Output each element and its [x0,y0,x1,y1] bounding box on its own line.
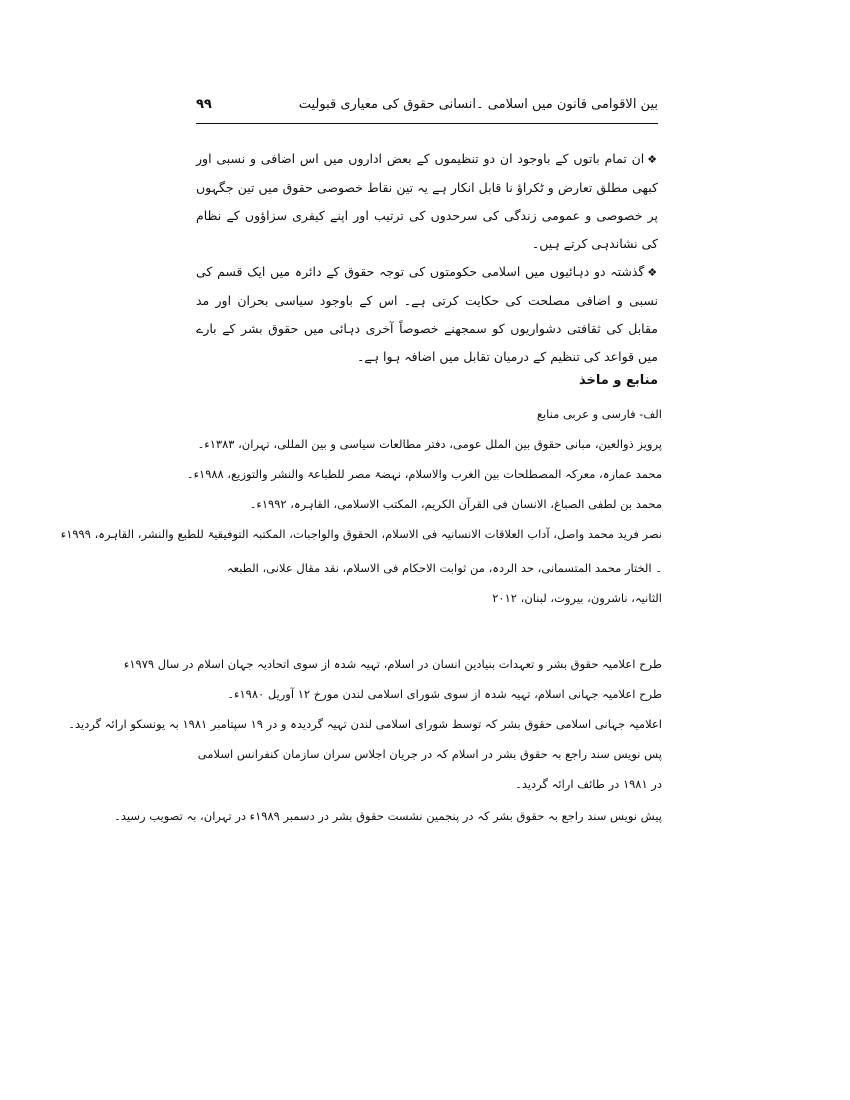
diamond-bullet-icon: ❖ [647,266,658,279]
paragraph [196,145,658,258]
diamond-bullet-icon: ❖ [647,153,658,166]
paragraph [196,258,658,371]
reference-entry: نصر فرید محمد واصل، آداب العلاقات الانسانیہ فی الاسلام، الحقوق والواجبات، المکتبہ التوفیقیۃ للطبع والنشر، القاہرہ، ۱۹۹۹ء [60,527,662,541]
reference-entry: پیش نویس سند راجع بہ حقوق بشر کہ در پنجمین نشست حقوق بشر در دسمبر ۱۹۸۹ء در تہران، بہ تصویب رسید۔ [114,809,662,823]
running-header-title: بین الاقوامی قانون میں اسلامی ۔انسانی حقوق کی معیاری قبولیت [298,97,658,112]
reference-entry: محمد عمارہ، معرکہ المصطلحات بین الغرب والاسلام، نہضۃ مصر للطباعۃ والنشر والتوزیع، ۱۹۸۸ء۔ [186,467,662,481]
reference-entry: محمد بن لطفی الصباغ، الانسان فی القرآن الکریم، المکتب الاسلامی، القاہرہ، ۱۹۹۲ء۔ [249,497,662,511]
running-header [196,92,658,120]
reference-entry: طرح اعلامیہ جہانی اسلام، تہیہ شدہ از سوی شورای اسلامی لندن مورخ ۱۲ آوریل ۱۹۸۰ء۔ [227,687,662,701]
sources-heading: منابع و ماخذ [579,373,658,388]
header-rule [196,123,658,124]
reference-entry: ۔ الختار محمد المتسمانی، حد الردہ، من ثوابت الاحکام فی الاسلام، نقد مقال علانی، الطبعہ الثانیہ، ناشرون، بیروت، لبنان، ۲۰۱۲ [226,561,662,605]
reference-entry: طرح اعلامیہ حقوق بشر و تعہدات بنیادین انسان در اسلام، تہیہ شدہ از سوی اتحادیہ جہان اسلام در سال ۱۹۷۹ء [123,657,662,671]
page-number: ۹۹ [196,97,212,112]
reference-entry: پرویز ذوالعین، مبانی حقوق بین الملل عومی، دفتر مطالعات سیاسی و بین المللی، تہران، ۱۳۸۳ء۔ [197,437,662,451]
sources-subheading: الف- فارسی و عربی منابع [536,407,662,421]
reference-entry: پس نویس سند راجع بہ حقوق بشر در اسلام کہ در جریان اجلاس سران سازمان کنفرانس اسلامی در ۱۹۸۱ در طائف ارائہ گردید۔ [197,747,662,791]
paragraph-text: گذشتہ دو دہائیوں میں اسلامی حکومتوں کی توجہ حقوق کے دائرہ میں ایک قسم کی نسبی و اضافی مصلحت کی حکایت کرتی ہے۔ اس کے باوجود سیاسی بحران اور مد مقابل کی ثقافتی دشواریوں کو سمجھنے خصوصاً آخری دہائی میں حقوق بشر کے بارے میں قواعد کی تنظیم کے درمیان تقابل میں اضافہ ہوا ہے۔ [196,264,658,364]
paragraph-text: ان تمام باتوں کے باوجود ان دو تنظیموں کے بعض اداروں میں اس اضافی و نسبی اور کبھی مطلق تعارض و ٹکراؤ نا قابل انکار ہے یہ تین نقاط خصوصی حقوق میں تین جگہوں پر خصوصی و عمومی زندگی کی سرحدوں کی ترتیب اور اپنے کیفری سزاؤوں کے نظام کی نشاندہی کرتے ہیں۔ [196,151,658,251]
reference-entry: اعلامیہ جہانی اسلامی حقوق بشر کہ توسط شورای اسلامی لندن تہیہ گردیدہ و در ۱۹ سپتامبر ۱۹۸۱ بہ یونسکو ارائہ گردید۔ [68,717,662,731]
body-text [196,145,658,371]
